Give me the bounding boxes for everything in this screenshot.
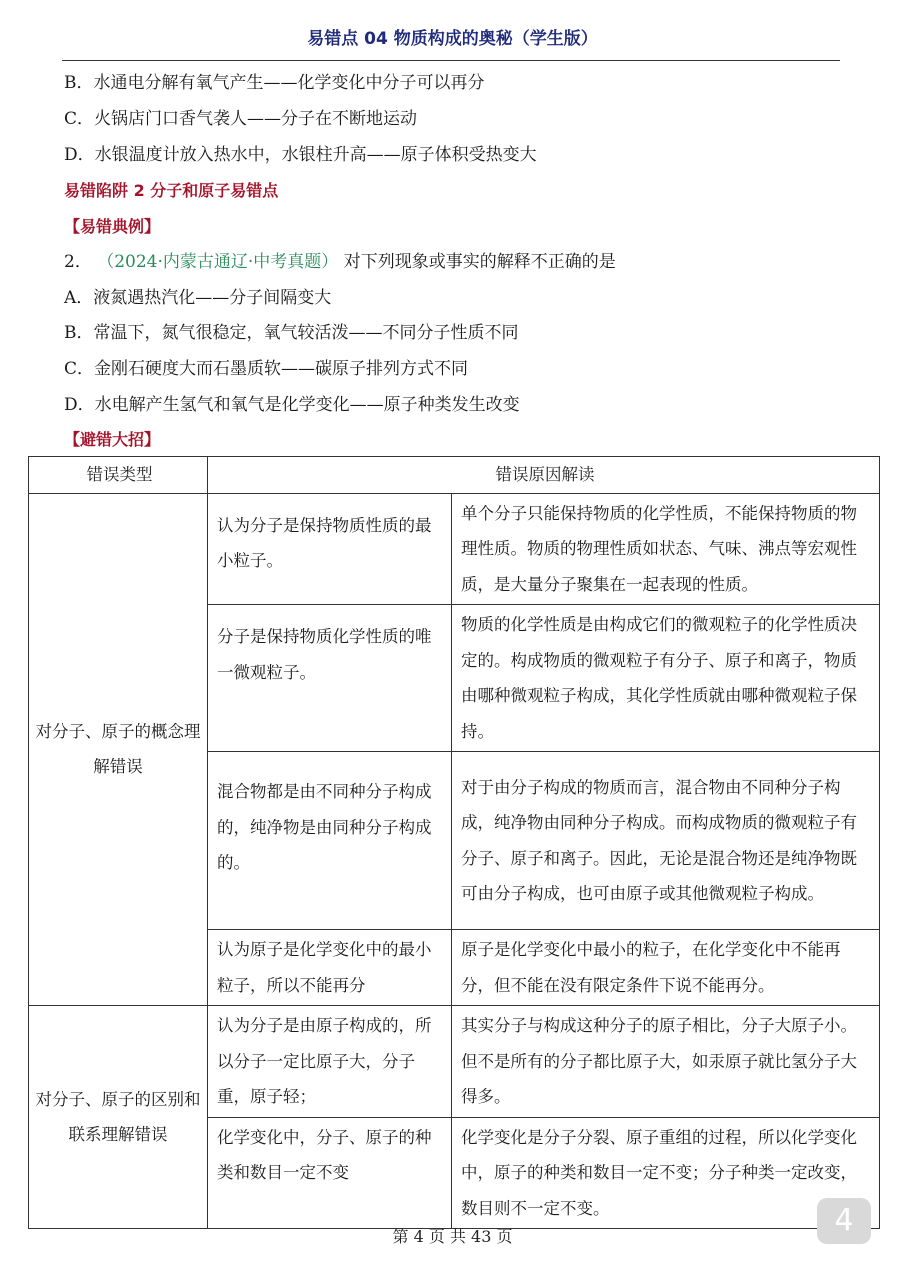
- prev-option-c: C．火锅店门口香气袭人——分子在不断地运动: [64, 109, 418, 129]
- mistake-cell: 化学变化中，分子、原子的种类和数目一定不变: [208, 1117, 452, 1229]
- header-error-type: 错误类型: [29, 457, 208, 494]
- explanation-cell: 对于由分子构成的物质而言，混合物由不同种分子构成，纯净物由同种分子构成。而构成物质的微观粒子有分子、原子和离子。因此，无论是混合物还是纯净物既可由分子构成，也可由原子或其他微观粒子构成。: [452, 752, 880, 930]
- question-source: （2024·内蒙古通辽·中考真题）: [97, 252, 339, 272]
- question: [64, 251, 616, 273]
- page-number-badge: 4: [817, 1198, 871, 1244]
- option-b: B．常温下，氮气很稳定，氧气较活泼——不同分子性质不同: [64, 323, 519, 343]
- mistake-cell: 认为分子是由原子构成的，所以分子一定比原子大，分子重，原子轻；: [208, 1006, 452, 1118]
- explanation-cell: 原子是化学变化中最小的粒子，在化学变化中不能再分，但不能在没有限定条件下说不能再分。: [452, 930, 880, 1006]
- header-divider: [62, 60, 840, 61]
- option-a: A．液氮遇热汽化——分子间隔变大: [64, 288, 332, 308]
- page-header-title: 易错点 04 物质构成的奥秘（学生版）: [307, 29, 598, 49]
- mistake-cell: 认为分子是保持物质性质的最小粒子。: [208, 493, 452, 605]
- mistake-cell: 分子是保持物质化学性质的唯一微观粒子。: [208, 605, 452, 752]
- page-footer: 第 4 页 共 43 页: [392, 1227, 513, 1246]
- mistake-cell: 认为原子是化学变化中的最小粒子，所以不能再分: [208, 930, 452, 1006]
- tips-label: 【避错大招】: [64, 430, 161, 449]
- error-type-cell: 对分子、原子的概念理解错误: [29, 493, 208, 1006]
- explanation-cell: 其实分子与构成这种分子的原子相比，分子大原子小。但不是所有的分子都比原子大，如汞原子就比氢分子大得多。: [452, 1006, 880, 1118]
- explanation-cell: 单个分子只能保持物质的化学性质，不能保持物质的物理性质。物质的物理性质如状态、气味、沸点等宏观性质，是大量分子聚集在一起表现的性质。: [452, 493, 880, 605]
- prev-option-d: D．水银温度计放入热水中，水银柱升高——原子体积受热变大: [64, 145, 537, 165]
- mistake-cell: 混合物都是由不同种分子构成的，纯净物是由同种分子构成的。: [208, 752, 452, 930]
- option-d: D．水电解产生氢气和氧气是化学变化——原子种类发生改变: [64, 395, 520, 415]
- option-c: C．金刚石硬度大而石墨质软——碳原子排列方式不同: [64, 359, 469, 379]
- error-table: [28, 456, 880, 1229]
- example-label: 【易错典例】: [64, 217, 161, 236]
- question-number: 2．: [64, 252, 92, 272]
- question-text: 对下列现象或事实的解释不正确的是: [343, 252, 616, 272]
- explanation-cell: 物质的化学性质是由构成它们的微观粒子的化学性质决定的。构成物质的微观粒子有分子、原子和离子，物质由哪种微观粒子构成，其化学性质就由哪种微观粒子保持。: [452, 605, 880, 752]
- explanation-cell: 化学变化是分子分裂、原子重组的过程，所以化学变化中，原子的种类和数目一定不变；分子种类一定改变，数目则不一定不变。: [452, 1117, 880, 1229]
- table-row: [29, 493, 880, 605]
- prev-option-b: B．水通电分解有氧气产生——化学变化中分子可以再分: [64, 73, 485, 93]
- section-title: 易错陷阱 2 分子和原子易错点: [64, 181, 279, 200]
- table-row: [29, 1006, 880, 1118]
- table-header-row: [29, 457, 880, 494]
- error-type-cell: 对分子、原子的区别和联系理解错误: [29, 1006, 208, 1229]
- header-error-reason: 错误原因解读: [208, 457, 880, 494]
